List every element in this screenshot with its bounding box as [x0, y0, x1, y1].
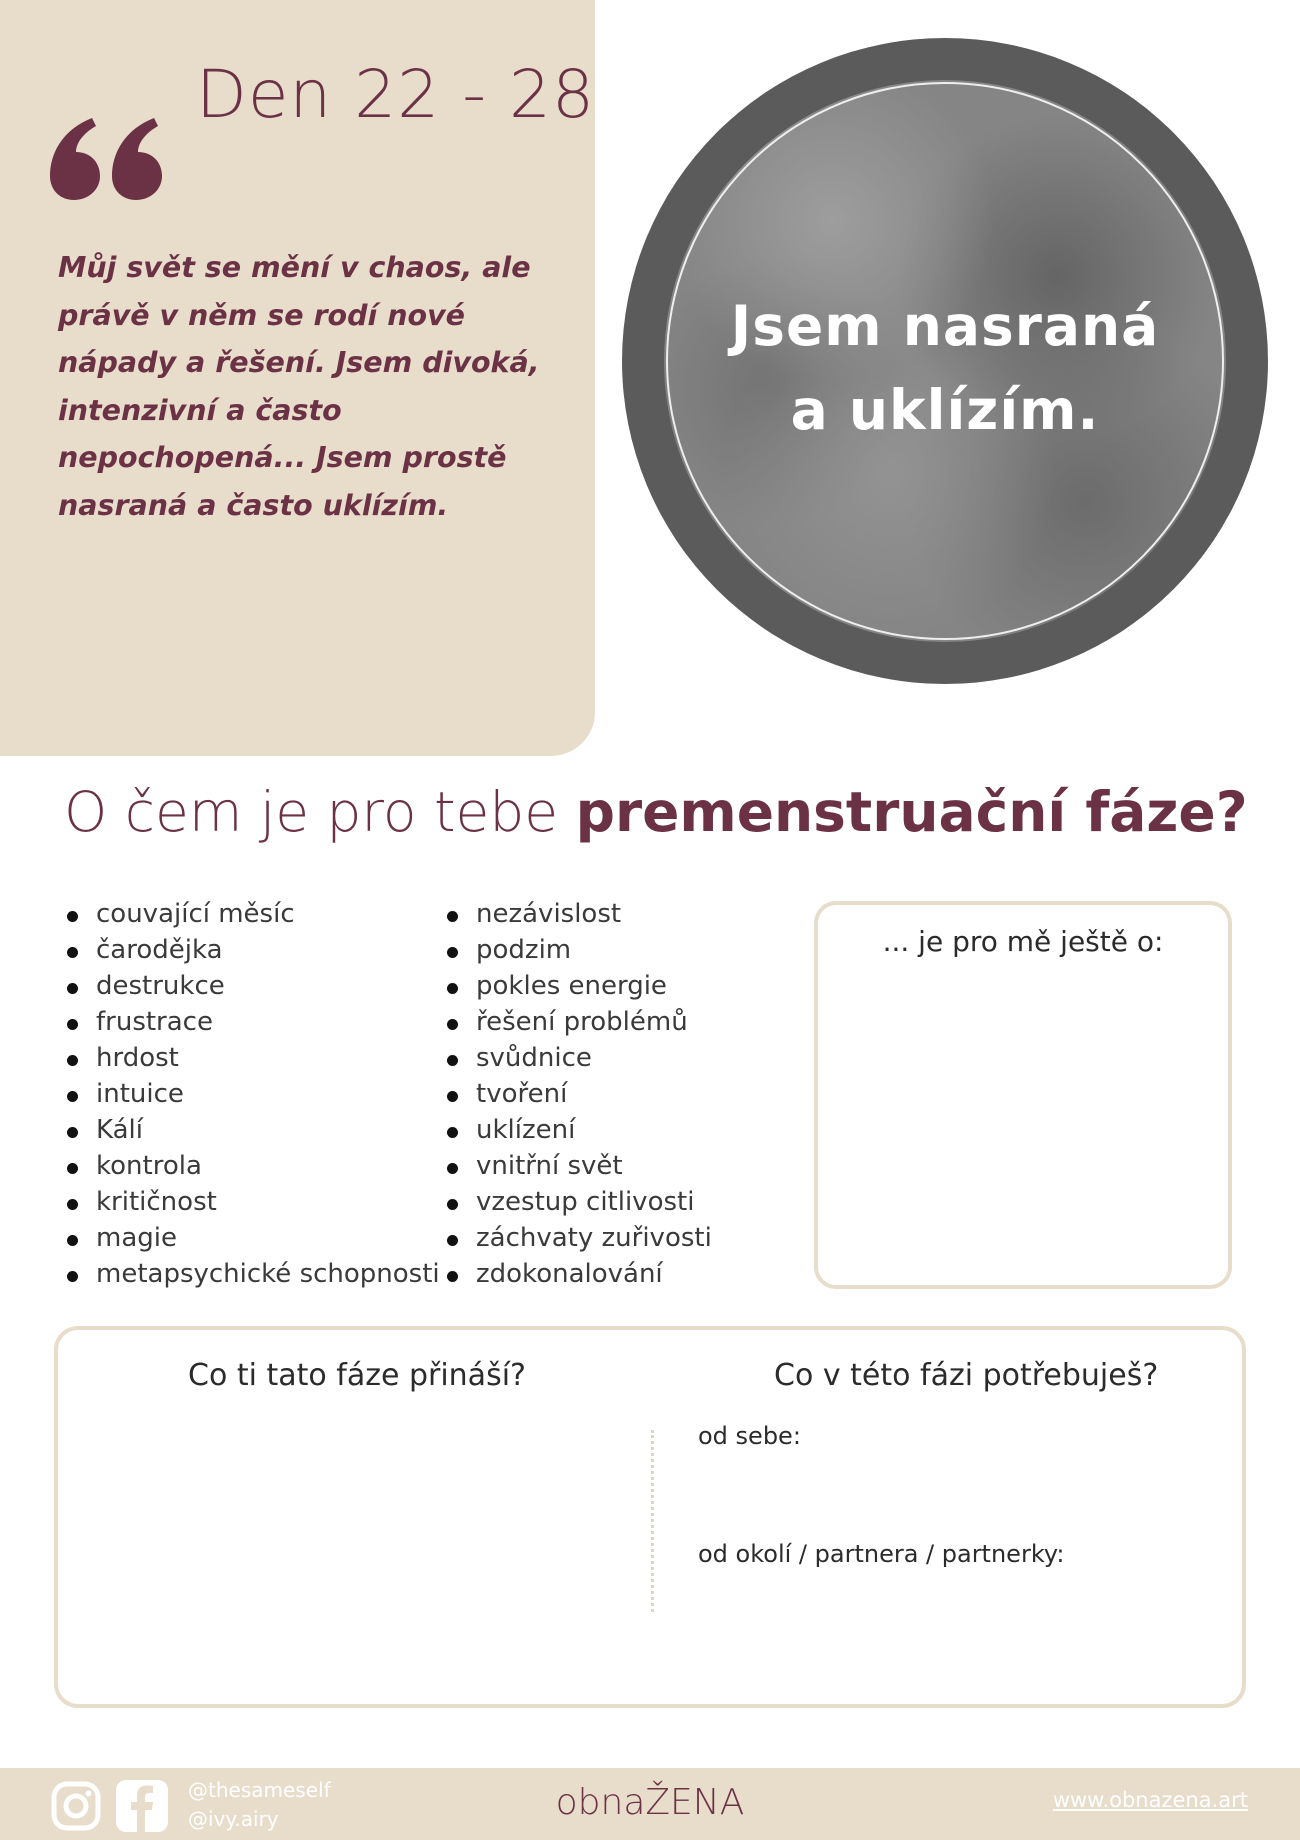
list-item	[64, 1220, 440, 1256]
handle-ivy-airy[interactable]: @ivy.airy	[188, 1807, 279, 1831]
bullet-icon	[67, 1127, 78, 1138]
list-item-label: čarodějka	[96, 935, 223, 965]
footer	[0, 1768, 1300, 1840]
list-item-label: svůdnice	[476, 1043, 592, 1073]
needs-question: Co v této fázi potřebuješ?	[774, 1358, 1159, 1393]
list-item	[64, 1076, 440, 1112]
bullet-icon	[67, 1055, 78, 1066]
affirmation-line-2: a uklízím.	[790, 378, 1100, 442]
list-item	[444, 968, 712, 1004]
list-item	[444, 1004, 712, 1040]
keyword-list-left	[64, 896, 440, 1292]
list-item	[444, 1040, 712, 1076]
bullet-icon	[67, 1235, 78, 1246]
list-item	[64, 1112, 440, 1148]
quote-card	[0, 0, 595, 756]
bullet-icon	[447, 1055, 458, 1066]
affirmation-text	[664, 284, 1226, 452]
list-item-label: magie	[96, 1223, 177, 1253]
list-item	[444, 1256, 712, 1292]
brand-logo: obnaŽENA	[555, 1782, 745, 1823]
list-item	[64, 896, 440, 932]
list-item-label: kontrola	[96, 1151, 202, 1181]
handle-thesameself[interactable]: @thesameself	[188, 1778, 331, 1802]
affirmation-circle	[622, 38, 1268, 684]
bullet-icon	[67, 1163, 78, 1174]
notes-box-title: ... je pro mě ještě o:	[882, 925, 1164, 958]
heading-bold: premenstruační fáze?	[575, 780, 1248, 844]
list-item	[444, 932, 712, 968]
list-item-label: pokles energie	[476, 971, 667, 1001]
from-others-label: od okolí / partnera / partnerky:	[698, 1540, 1065, 1568]
from-self-label: od sebe:	[698, 1422, 801, 1450]
heading-light: O čem je pro tebe	[64, 780, 576, 844]
list-item-label: podzim	[476, 935, 572, 965]
bullet-icon	[447, 1235, 458, 1246]
list-item	[444, 1220, 712, 1256]
bullet-icon	[447, 1019, 458, 1030]
bullet-icon	[447, 947, 458, 958]
quote-text: Můj svět se mění v chaos, ale právě v něm se rodí nové nápady a řešení. Jsem divoká, intenzivní a často nepochopená... Jsem prostě nasraná a často uklízím.	[58, 251, 540, 522]
bullet-icon	[67, 1199, 78, 1210]
website-link[interactable]: www.obnazena.art	[1052, 1788, 1248, 1812]
list-item-label: záchvaty zuřivosti	[476, 1223, 712, 1253]
bullet-icon	[447, 983, 458, 994]
section-heading	[64, 780, 1248, 844]
affirmation-line-1: Jsem nasraná	[730, 294, 1160, 358]
keyword-list-right	[444, 896, 712, 1292]
list-item-label: couvající měsíc	[96, 899, 295, 929]
notes-box[interactable]	[814, 901, 1232, 1289]
benefits-question: Co ti tato fáze přináší?	[188, 1358, 526, 1393]
bullet-icon	[447, 1091, 458, 1102]
list-item-label: intuice	[96, 1079, 184, 1109]
list-item-label: vzestup citlivosti	[476, 1187, 695, 1217]
bullet-icon	[447, 1271, 458, 1282]
list-item	[444, 1148, 712, 1184]
bullet-icon	[447, 1199, 458, 1210]
list-item	[64, 1148, 440, 1184]
list-item	[64, 1184, 440, 1220]
list-item-label: hrdost	[96, 1043, 179, 1073]
bullet-icon	[67, 947, 78, 958]
list-item	[444, 1076, 712, 1112]
list-item	[64, 932, 440, 968]
bullet-icon	[67, 983, 78, 994]
days-title: Den 22 - 28	[196, 56, 595, 133]
list-item-label: kritičnost	[96, 1187, 217, 1217]
dotted-divider	[651, 1430, 654, 1612]
list-item-label: zdokonalování	[476, 1259, 663, 1289]
bullet-icon	[447, 911, 458, 922]
bullet-icon	[67, 911, 78, 922]
list-item	[64, 968, 440, 1004]
list-item	[64, 1040, 440, 1076]
list-item-label: metapsychické schopnosti	[96, 1259, 440, 1289]
list-item	[64, 1004, 440, 1040]
list-item-label: řešení problémů	[476, 1007, 688, 1037]
list-item-label: vnitřní svět	[476, 1151, 623, 1181]
list-item	[444, 1112, 712, 1148]
list-item-label: uklízení	[476, 1115, 576, 1145]
reflection-box	[54, 1326, 1246, 1708]
bullet-icon	[67, 1019, 78, 1030]
bullet-icon	[447, 1127, 458, 1138]
list-item-label: destrukce	[96, 971, 225, 1001]
list-item	[444, 896, 712, 932]
list-item-label: nezávislost	[476, 899, 622, 929]
list-item	[64, 1256, 440, 1292]
bullet-icon	[67, 1271, 78, 1282]
list-item-label: tvoření	[476, 1079, 568, 1109]
list-item-label: frustrace	[96, 1007, 213, 1037]
quote-icon	[50, 118, 162, 200]
list-item-label: Kálí	[96, 1115, 143, 1145]
bullet-icon	[447, 1163, 458, 1174]
list-item	[444, 1184, 712, 1220]
bullet-icon	[67, 1091, 78, 1102]
